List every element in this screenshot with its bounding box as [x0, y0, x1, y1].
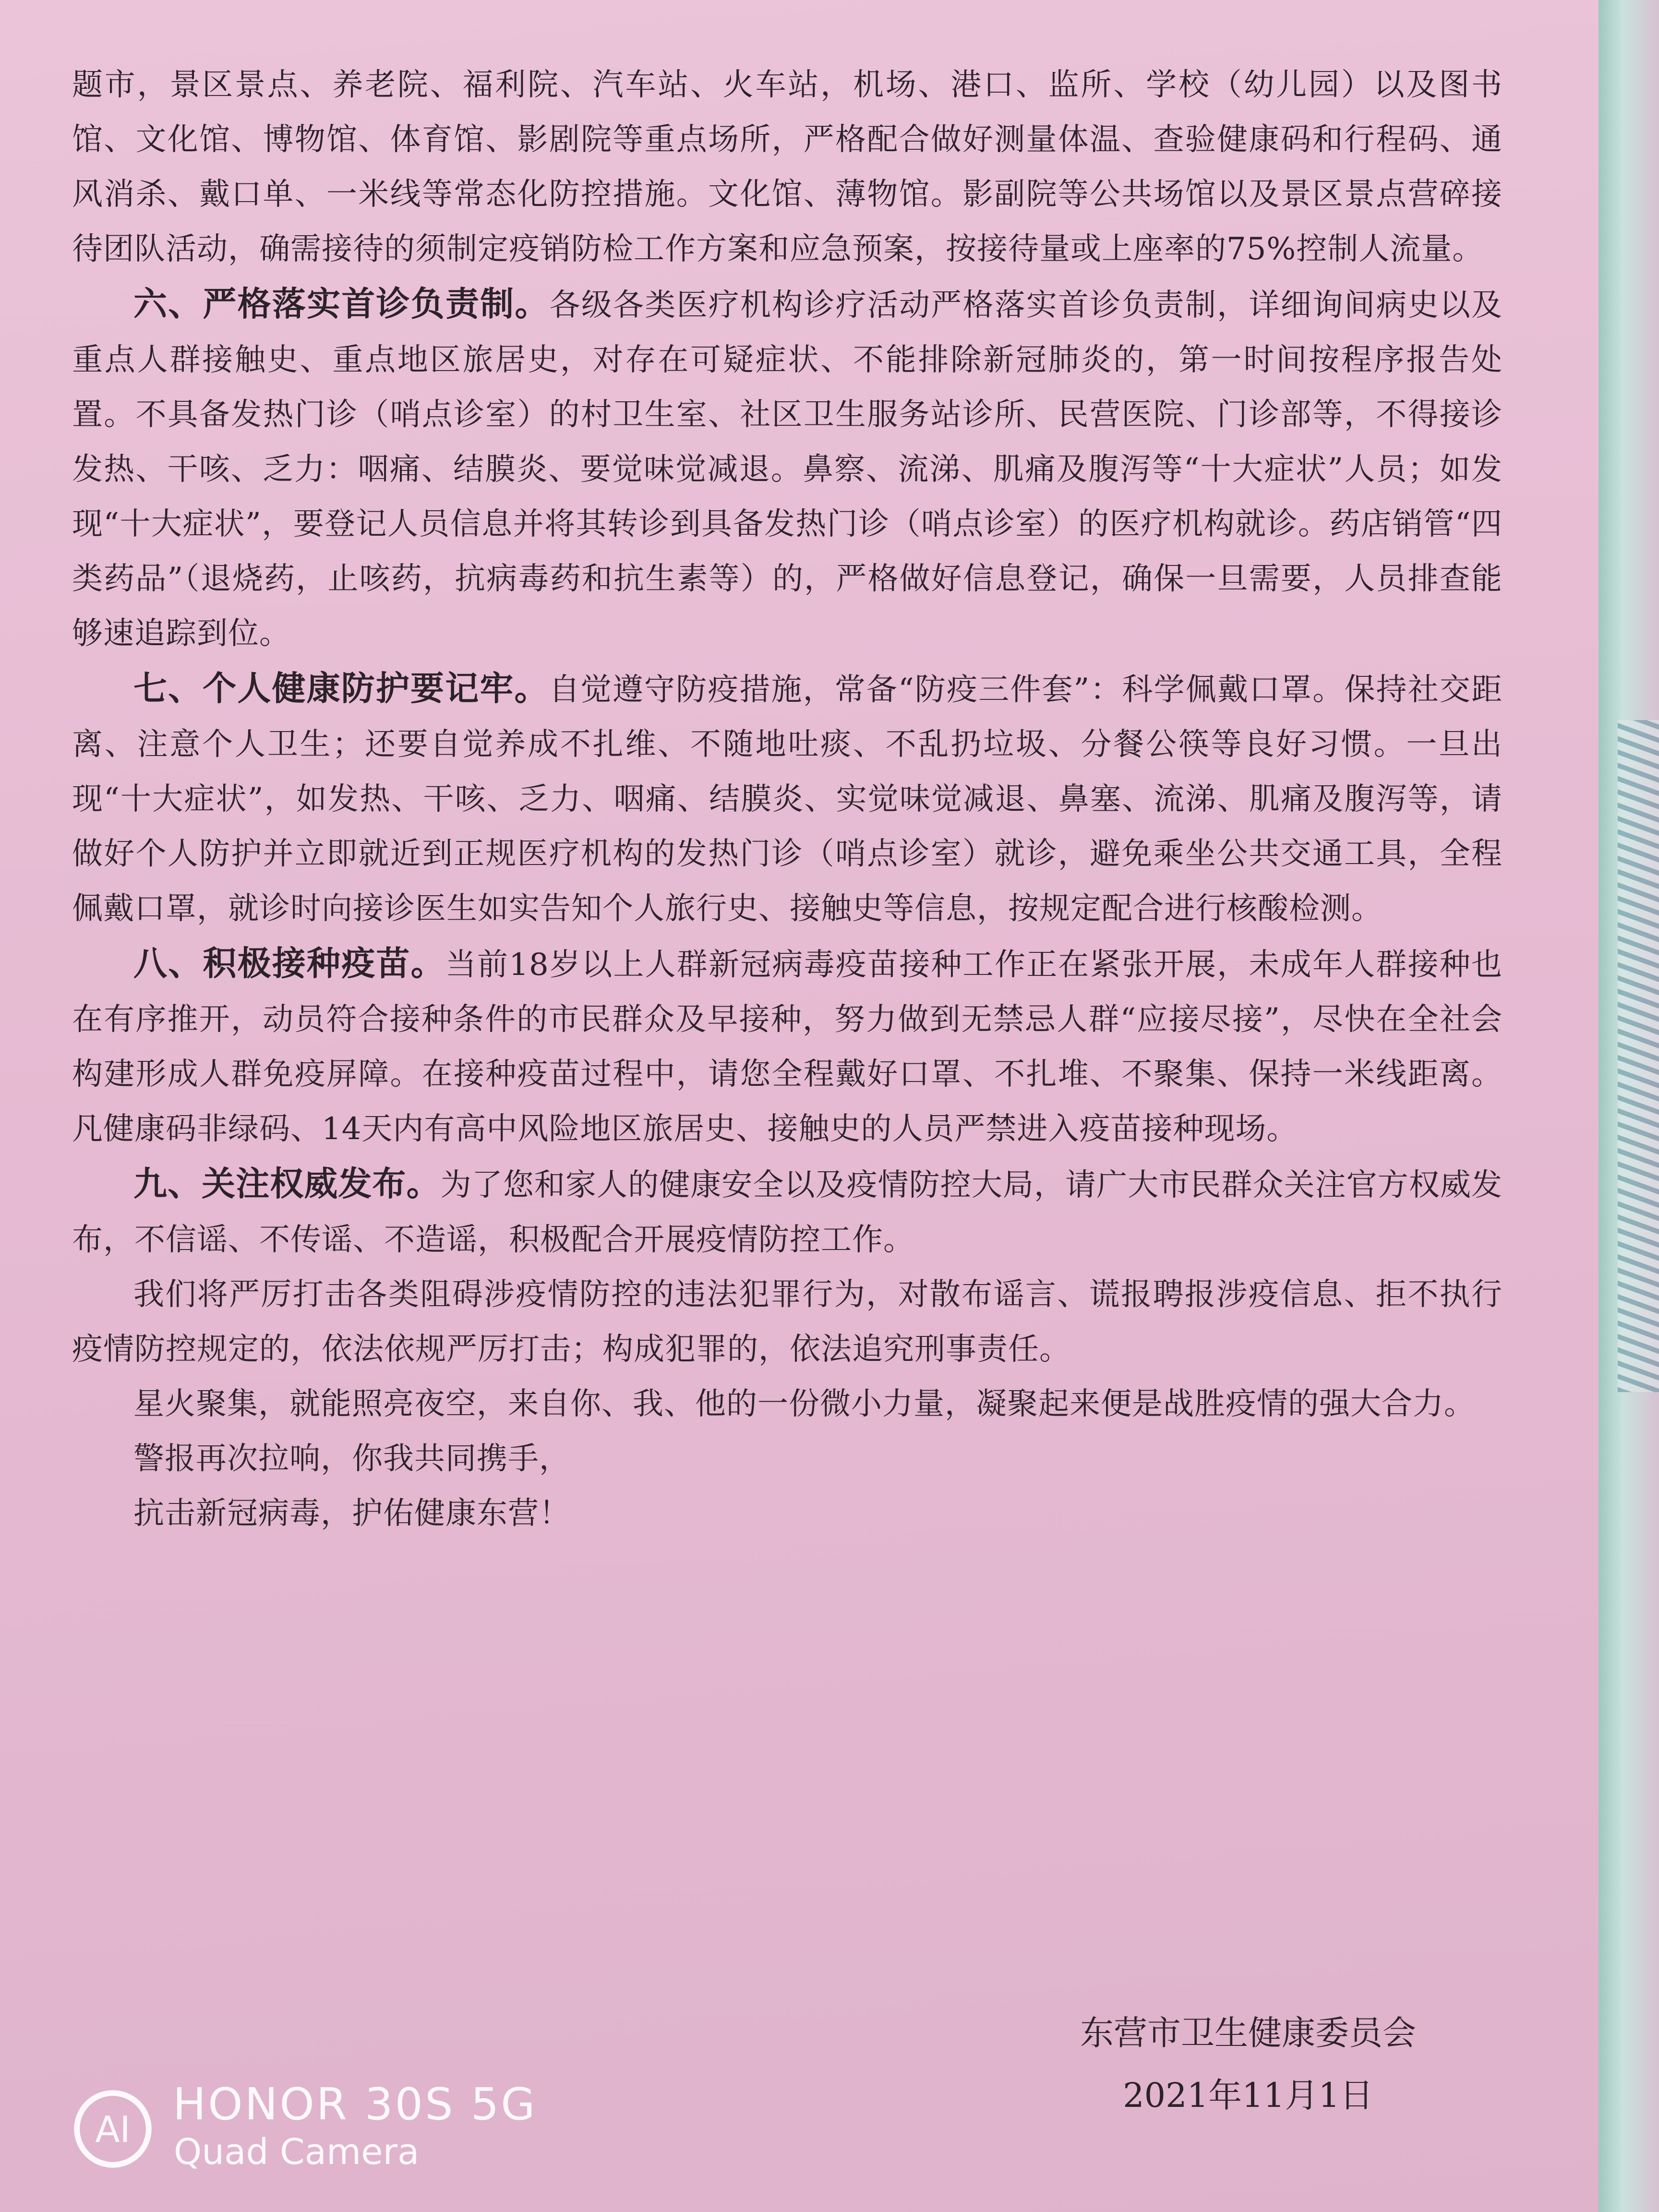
- paragraph-text: 自觉遵守防疫措施，常备“防疫三件套”：科学佩戴口罩。保持社交距离、注意个人卫生；还要自觉养成不扎维、不随地吐痰、不乱扔垃圾、分餐公筷等良好习惯。一旦出现“十大症状”，如发热、干咳、乏力、咽痛、结膜炎、实觉味觉减退、鼻塞、流涕、肌痛及腹泻等，请做好个人防护并立即就近到正规医疗机构的发热门诊（哨点诊室）就诊，避免乘坐公共交通工具，全程佩戴口罩，就诊时向接诊医生如实告知个人旅行史、接触史等信息，按规定配合进行核酸检测。: [72, 672, 1503, 926]
- paragraph-intro: [72, 58, 1503, 276]
- paragraph-section-8: [72, 936, 1503, 1156]
- paragraph-text: 警报再次拉响，你我共同携手，: [133, 1441, 570, 1477]
- background-pattern: [1618, 720, 1659, 1392]
- signature-organization: 东营市卫生健康委员会: [1080, 2013, 1416, 2053]
- paragraph-section-6: [72, 276, 1503, 661]
- background-edge: [1599, 0, 1659, 2212]
- section-heading-8: 八、积极接种疫苗。: [133, 944, 445, 983]
- paragraph-unity: [72, 1377, 1503, 1431]
- paragraph-text: 星火聚集，就能照亮夜空，来自你、我、他的一份微小力量，凝聚起来便是战胜疫情的强大合力。: [133, 1386, 1475, 1422]
- document-body: [72, 58, 1503, 1541]
- paragraph-section-9: [72, 1156, 1503, 1267]
- section-heading-9: 九、关注权威发布。: [133, 1164, 441, 1203]
- paragraph-crackdown: [72, 1267, 1503, 1377]
- watermark-camera: Quad Camera: [174, 2131, 420, 2173]
- paragraph-slogan-2: [72, 1486, 1503, 1541]
- watermark-brand: HONOR 30S 5G: [173, 2079, 537, 2130]
- paragraph-slogan-1: [72, 1431, 1503, 1486]
- paragraph-text: 为了您和家人的健康安全以及疫情防控大局，请广大市民群众关注官方权威发布，不信谣、不传谣、不造谣，积极配合开展疫情防控工作。: [72, 1167, 1503, 1258]
- paragraph-text: 抗击新冠病毒，护佑健康东营！: [133, 1496, 570, 1531]
- section-heading-6: 六、严格落实首诊负责制。: [133, 284, 550, 324]
- svg-text:AI: AI: [95, 2109, 131, 2151]
- paragraph-text: 我们将严厉打击各类阻碍涉疫情防控的违法犯罪行为，对散布谣言、谎报聘报涉疫信息、拒不执行疫情防控规定的，依法依规严厉打击；构成犯罪的，依法追究刑事责任。: [72, 1277, 1503, 1367]
- paragraph-text: 题市，景区景点、养老院、福利院、汽车站、火车站，机场、港口、监所、学校（幼儿园）以及图书馆、文化馆、博物馆、体育馆、影剧院等重点场所，严格配合做好测量体温、查验健康码和行程码、通风消杀、戴口单、一米线等常态化防控措施。文化馆、薄物馆。影副院等公共场馆以及景区景点营碎接待团队活动，确需接待的须制定疫销防检工作方案和应急预案，按接待量或上座率的75%控制人流量。: [72, 67, 1503, 267]
- paragraph-text: 各级各类医疗机构诊疗活动严格落实首诊负责制，详细询间病史以及重点人群接触史、重点地区旅居史，对存在可疑症状、不能排除新冠肺炎的，第一时间按程序报告处置。不具备发热门诊（哨点诊室）的村卫生室、社区卫生服务站诊所、民营医院、门诊部等，不得接诊发热、干咳、乏力：咽痛、结膜炎、要觉味觉减退。鼻察、流涕、肌痛及腹泻等“十大症状”人员；如发现“十大症状”，要登记人员信息并将其转诊到具备发热门诊（哨点诊室）的医疗机构就诊。药店销管“四类药品”（退烧药，止咳药，抗病毒药和抗生素等）的，严格做好信息登记，确保一旦需要，人员排查能够速追踪到位。: [72, 288, 1503, 651]
- paragraph-text: 当前18岁以上人群新冠病毒疫苗接种工作正在紧张开展，未成年人群接种也在有序推开，动员符合接种条件的市民群众及早接种，努力做到无禁忌人群“应接尽接”，尽快在全社会构建形成人群免疫屏障。在接种疫苗过程中，请您全程戴好口罩、不扎堆、不聚集、保持一米线距离。凡健康码非绿码、14天内有高中风险地区旅居史、接触史的人员严禁进入疫苗接种现场。: [72, 947, 1503, 1147]
- ai-logo-icon: [72, 2088, 154, 2170]
- signature-block: [1080, 2002, 1416, 2127]
- signature-date: 2021年11月1日: [1123, 2076, 1373, 2115]
- section-heading-7: 七、个人健康防护要记牢。: [133, 669, 549, 708]
- paragraph-section-7: [72, 661, 1503, 936]
